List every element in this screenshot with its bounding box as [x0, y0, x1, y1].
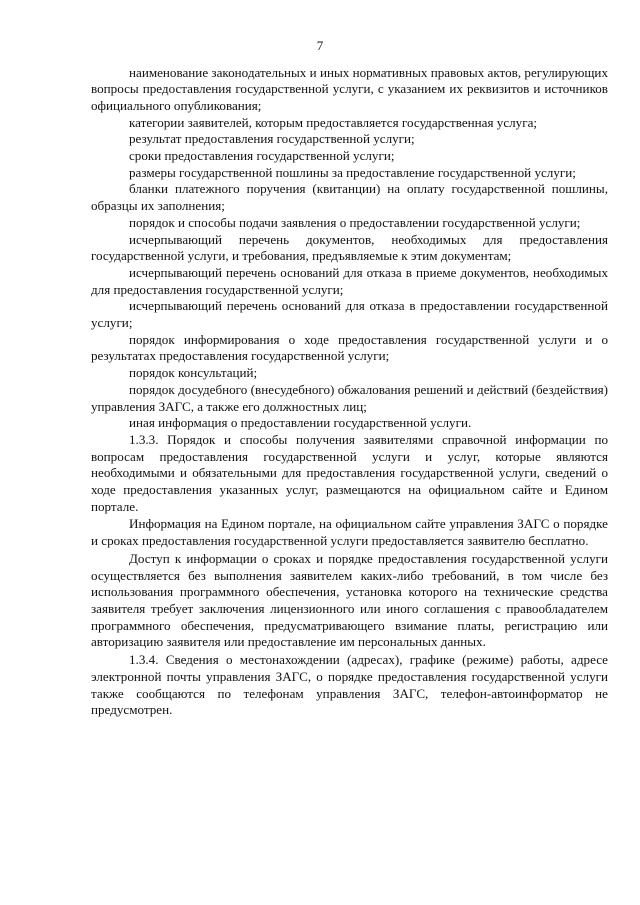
- paragraph: Доступ к информации о сроках и порядке предоставления государственной услуги осуществляется без выполнения заявителем каких-либо требований, в том числе без использования программного обеспечения, установка которого на технические средства заявителя требует заключения лицензионного или иного соглашения с правообладателем программного обеспечения, предусматривающего взимание платы, регистрацию или авторизацию заявителя или предоставление им персональных данных.: [91, 550, 608, 650]
- paragraph: сроки предоставления государственной услуги;: [129, 148, 395, 164]
- paragraph: 1.3.4. Сведения о местонахождении (адресах), графике (режиме) работы, адресе электронной почты управления ЗАГС, о порядке предоставления государственной услуги также сообщаются по телефонам управления ЗАГС, телефон-автоинформатор не предусмотрен.: [91, 652, 608, 718]
- body-text: [91, 65, 608, 719]
- paragraph: размеры государственной пошлины за предоставление государственной услуги;: [129, 164, 576, 180]
- paragraph: порядок и способы подачи заявления о предоставлении государственной услуги;: [129, 214, 581, 230]
- paragraph: Информация на Едином портале, на официальном сайте управления ЗАГС о порядке и сроках предоставления государственной услуги предоставляется заявителю бесплатно.: [91, 516, 608, 549]
- paragraph: порядок информирования о ходе предоставления государственной услуги и о результатах предоставления государственной услуги;: [91, 331, 608, 364]
- paragraph: исчерпывающий перечень оснований для отказа в предоставлении государственной услуги;: [91, 298, 608, 331]
- paragraph: иная информация о предоставлении государственной услуги.: [129, 415, 472, 431]
- paragraph: порядок досудебного (внесудебного) обжалования решений и действий (бездействия) управления ЗАГС, а также его должностных лиц;: [91, 381, 608, 414]
- paragraph: категории заявителей, которым предоставляется государственная услуга;: [129, 114, 538, 130]
- page-number: 7: [316, 38, 324, 53]
- paragraph: порядок консультаций;: [129, 365, 258, 381]
- paragraph: исчерпывающий перечень документов, необходимых для предоставления государственной услуги, и требования, предъявляемые к этим документам;: [91, 231, 608, 264]
- paragraph: наименование законодательных и иных нормативных правовых актов, регулирующих вопросы предоставления государственной услуги, с указанием их реквизитов и источников официального опубликования;: [91, 64, 608, 113]
- paragraph: результат предоставления государственной услуги;: [129, 131, 415, 147]
- paragraph: бланки платежного поручения (квитанции) на оплату государственной пошлины, образцы их заполнения;: [91, 181, 608, 214]
- paragraph: исчерпывающий перечень оснований для отказа в приеме документов, необходимых для предоставления государственной услуги;: [91, 264, 608, 297]
- paragraph: 1.3.3. Порядок и способы получения заявителями справочной информации по вопросам предоставления государственной услуги и услуг, которые являются необходимыми и обязательными для предоставления государственной услуги, сведений о ходе предоставления указанных услуг, размещаются на официальном сайте и Едином портале.: [91, 431, 608, 514]
